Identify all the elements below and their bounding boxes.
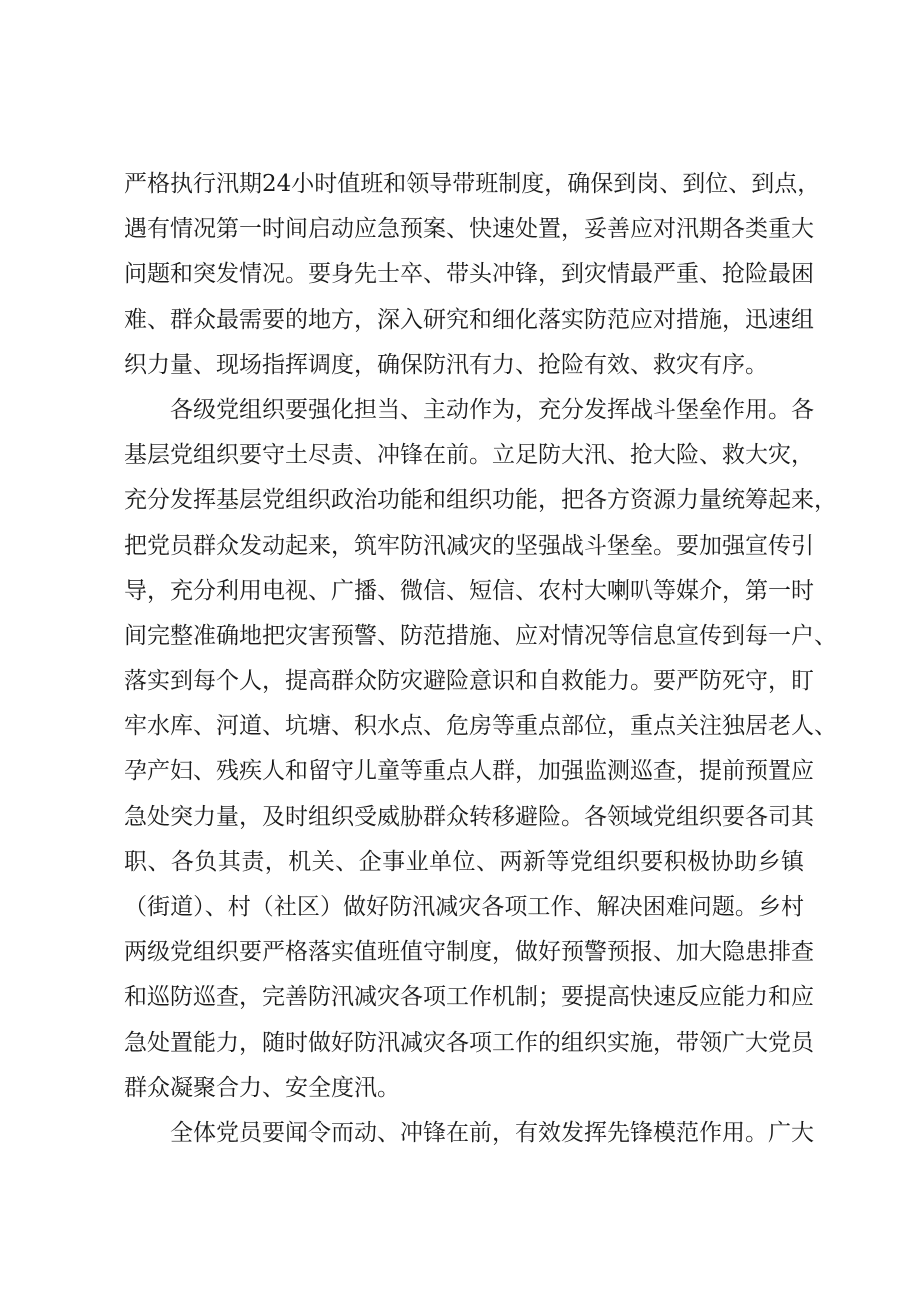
paragraph-2-line-15: 急处置能力，随时做好防汛减灾各项工作的组织实施，带领广大党员: [124, 1029, 814, 1056]
paragraph-2-line-8: 牢水库、河道、坑塘、积水点、危房等重点部位，重点关注独居老人、: [124, 713, 837, 740]
paragraph-2-line-11: 职、各负其责，机关、企事业单位、两新等党组织要积极协助乡镇: [124, 848, 804, 875]
paragraph-2-line-9: 孕产妇、残疾人和留守儿童等重点人群，加强监测巡查，提前预置应: [124, 758, 814, 785]
paragraph-2-line-3: 充分发挥基层党组织政治功能和组织功能，把各方资源力量统筹起来，: [124, 487, 837, 514]
paragraph-2-line-6: 间完整准确地把灾害预警、防范措施、应对情况等信息宣传到每一户、: [124, 622, 837, 649]
paragraph-2-line-10: 急处突力量，及时组织受威胁群众转移避险。各领域党组织要各司其: [124, 803, 814, 830]
paragraph-1-line-3: 问题和突发情况。要身先士卒、带头冲锋，到灾情最严重、抢险最困: [124, 261, 814, 288]
paragraph-1-line-4: 难、群众最需要的地方，深入研究和细化落实防范应对措施，迅速组: [124, 306, 814, 333]
paragraph-2-line-4: 把党员群众发动起来，筑牢防汛减灾的坚强战斗堡垒。要加强宣传引: [124, 532, 814, 559]
paragraph-2-line-13: 两级党组织要严格落实值班值守制度，做好预警预报、加大隐患排查: [124, 939, 814, 966]
document-body: [124, 162, 837, 1156]
paragraph-1-line-2: 遇有情况第一时间启动应急预案、快速处置，妥善应对汛期各类重大: [124, 216, 814, 243]
paragraph-3-line-1: 全体党员要闻令而动、冲锋在前，有效发挥先锋模范作用。广大: [170, 1119, 814, 1146]
paragraph-1-line-5: 织力量、现场指挥调度，确保防汛有力、抢险有效、救灾有序。: [124, 351, 768, 378]
paragraph-2-line-16: 群众凝聚合力、安全度汛。: [124, 1074, 400, 1101]
paragraph-2-line-14: 和巡防巡查，完善防汛减灾各项工作机制；要提高快速反应能力和应: [124, 984, 814, 1011]
paragraph-1-line-1: 严格执行汛期24小时值班和领导带班制度，确保到岗、到位、到点，: [124, 171, 821, 197]
paragraph-2-line-2: 基层党组织要守土尽责、冲锋在前。立足防大汛、抢大险、救大灾，: [124, 442, 814, 469]
paragraph-2-line-1: 各级党组织要强化担当、主动作为，充分发挥战斗堡垒作用。各: [170, 396, 814, 423]
paragraph-2-line-7: 落实到每个人，提高群众防灾避险意识和自救能力。要严防死守，盯: [124, 668, 814, 695]
paragraph-2-line-12: （街道）、村（社区）做好防汛减灾各项工作、解决困难问题。乡村: [124, 894, 804, 920]
paragraph-2-line-5: 导，充分利用电视、广播、微信、短信、农村大喇叭等媒介，第一时: [124, 577, 814, 604]
